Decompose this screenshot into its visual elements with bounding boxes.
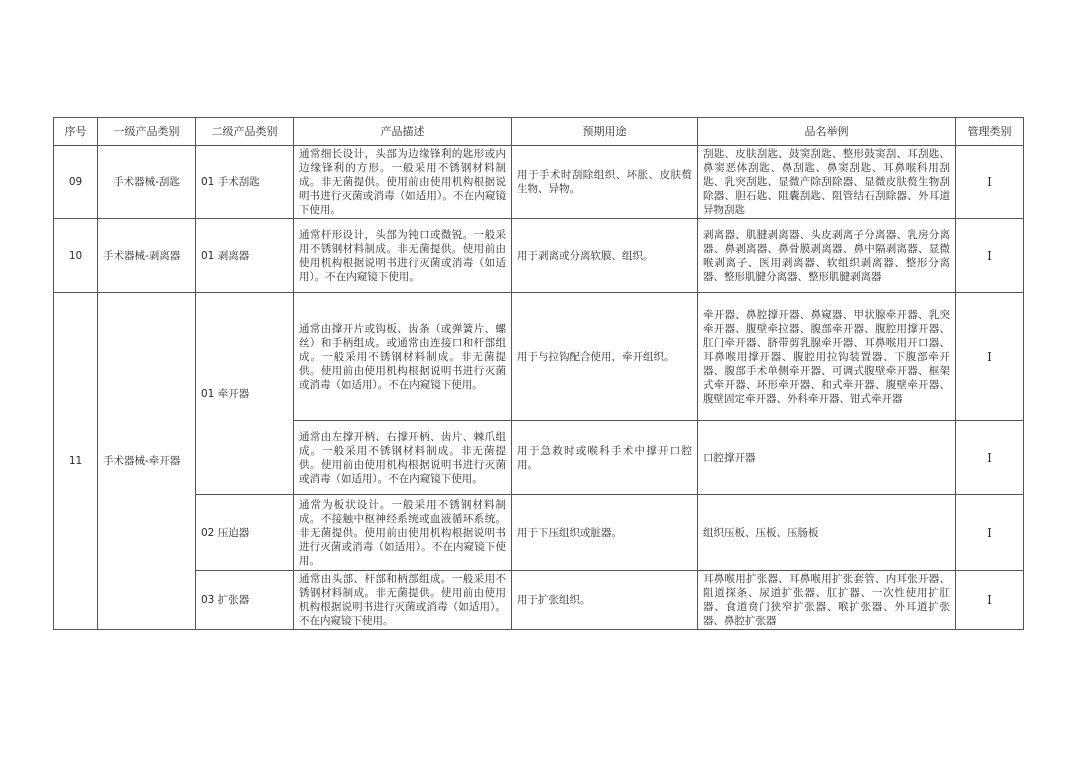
- table-row: [54, 571, 1024, 630]
- description-cell: 通常由左撑开柄、右撑开柄、齿片、棘爪组成。一般采用不锈钢材料制成。非无菌提供。使用前由使用机构根据说明书进行灭菌或消毒（如适用）。不在内窥镜下使用。: [294, 421, 512, 495]
- examples-cell: 耳鼻喉用扩张器、耳鼻喉用扩张套管、内耳张开器、阻道探条、尿道扩张器、肛扩器、一次性使用扩肛器、食道贲门狭窄扩张器、喉扩张器、外耳道扩张器、鼻腔扩张器: [698, 571, 956, 630]
- examples-cell: 组织压板、压板、压肠板: [698, 495, 956, 571]
- category-2-cell: 02 压迫器: [196, 495, 294, 571]
- header-category-2: 二级产品类别: [196, 118, 294, 146]
- category-1-cell: 手术器械-刮匙: [98, 146, 196, 219]
- description-cell: 通常细长设计，头部为边缘锋利的匙形或内边缘锋利的方形。一般采用不锈钢材料制成。非无菌提供。使用前由使用机构根据说明书进行灭菌或消毒（如适用）。不在内窥镜下使用。: [294, 146, 512, 219]
- header-examples: 品名举例: [698, 118, 956, 146]
- intended-use-cell: 用于与拉钩配合使用，牵开组织。: [512, 293, 698, 421]
- description-cell: 通常为板状设计。一般采用不锈钢材料制成。不接触中枢神经系统或血液循环系统。非无菌提供。使用前由使用机构根据说明书进行灭菌或消毒（如适用）。不在内窥镜下使用。: [294, 495, 512, 571]
- class-cell: Ⅰ: [956, 146, 1024, 219]
- header-serial: 序号: [54, 118, 98, 146]
- intended-use-cell: 用于手术时刮除组织、坏胀、皮肤赘生物、异物。: [512, 146, 698, 219]
- examples-cell: 口腔撑开器: [698, 421, 956, 495]
- intended-use-cell: 用于剥离或分离软膜、组织。: [512, 219, 698, 293]
- description-cell: 通常由头部、杆部和柄部组成。一般采用不锈钢材料制成。非无菌提供。使用前由使用机构根据说明书进行灭菌或消毒（如适用）。不在内窥镜下使用。: [294, 571, 512, 630]
- header-category-1: 一级产品类别: [98, 118, 196, 146]
- table-row: [54, 146, 1024, 219]
- category-2-cell: 03 扩张器: [196, 571, 294, 630]
- class-cell: Ⅰ: [956, 293, 1024, 421]
- serial-number: 10: [54, 219, 98, 293]
- category-2-cell: 01 牵开器: [196, 293, 294, 495]
- description-cell: 通常杆形设计，头部为钝口或微锐。一般采用不锈钢材料制成。非无菌提供。使用前由使用机构根据说明书进行灭菌或消毒（如适用）。不在内窥镜下使用。: [294, 219, 512, 293]
- description-cell: 通常由撑开片或钩板、齿条（或弹簧片、螺丝）和手柄组成。或通常由连接口和杆部组成。一般采用不锈钢材料制成。非无菌提供。使用前由使用机构根据说明书进行灭菌或消毒（如适用）。不在内窥镜下使用。: [294, 293, 512, 421]
- table-row: [54, 219, 1024, 293]
- header-intended-use: 预期用途: [512, 118, 698, 146]
- class-cell: Ⅰ: [956, 495, 1024, 571]
- examples-cell: 剥离器、肌腱剥离器、头皮剥离子分离器、乳房分离器、鼻剥离器、鼻骨膜剥离器、鼻中隔剥离器、显微喉剥离子、医用剥离器、软组织剥离器、整形分离器、整形肌腱分离器、整形肌腱剥离器: [698, 219, 956, 293]
- category-2-cell: 01 手术刮匙: [196, 146, 294, 219]
- intended-use-cell: 用于急救时或喉科手术中撑开口腔用。: [512, 421, 698, 495]
- header-class: 管理类别: [956, 118, 1024, 146]
- intended-use-cell: 用于扩张组织。: [512, 571, 698, 630]
- table-row: [54, 293, 1024, 421]
- header-description: 产品描述: [294, 118, 512, 146]
- examples-cell: 刮匙、皮肤刮匙、鼓窦刮匙、整形鼓窦刮、耳刮匙、鼻窦恶体刮匙、鼻刮匙、鼻窦刮匙、耳鼻喉科用刮匙、乳突刮匙、显微产除刮除器、显微皮肤赘生物刮除器、胆石匙、阻囊刮匙、阻管结石刮除器、外耳道异物刮匙: [698, 146, 956, 219]
- device-catalog-table: [53, 117, 1024, 630]
- examples-cell: 牵开器、鼻腔撑开器、鼻窥器、甲状腺牵开器、乳突牵开器、腹壁牵拉器、腹部牵开器、腹腔用撑开器、肛门牵开器、脐带剪乳腺牵开器、耳鼻喉用开口器、耳鼻喉用撑开器、腹腔用拉钩装置器、下腹部牵开器、腹部手术单侧牵开器、可调式腹壁牵开器、框架式牵开器、环形牵开器、和式牵开器、腹壁牵开器、腹壁固定牵开器、外科牵开器、钳式牵开器: [698, 293, 956, 421]
- serial-number: 09: [54, 146, 98, 219]
- category-1-cell: 手术器械-剥离器: [98, 219, 196, 293]
- class-cell: Ⅰ: [956, 219, 1024, 293]
- serial-number: 11: [54, 293, 98, 630]
- class-cell: Ⅰ: [956, 421, 1024, 495]
- intended-use-cell: 用于下压组织或脏器。: [512, 495, 698, 571]
- category-1-cell: 手术器械-牵开器: [98, 293, 196, 630]
- table-row: [54, 495, 1024, 571]
- category-2-cell: 01 剥离器: [196, 219, 294, 293]
- class-cell: Ⅰ: [956, 571, 1024, 630]
- header-row: [54, 118, 1024, 146]
